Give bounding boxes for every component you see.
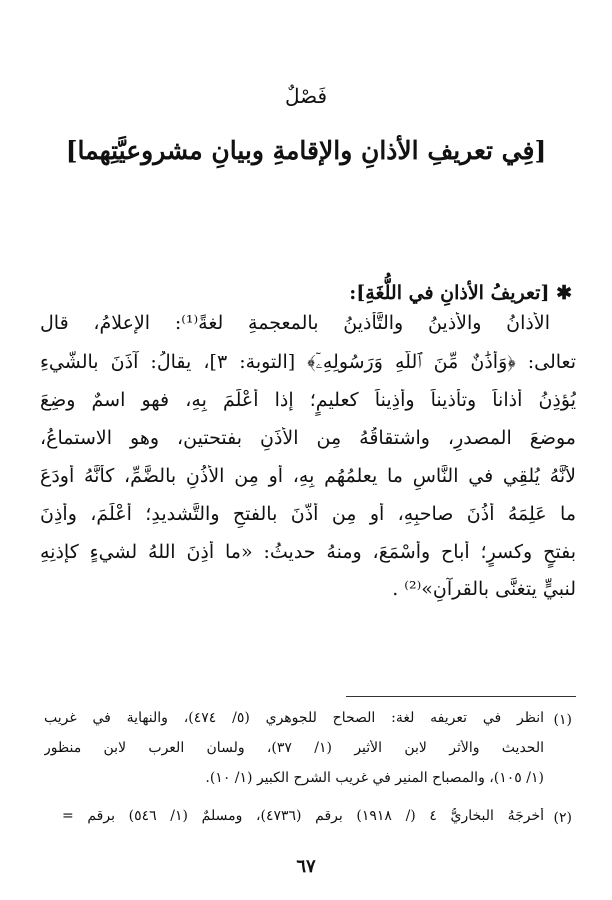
page-number: ٦٧ (296, 856, 316, 877)
footnote-divider (346, 696, 576, 697)
footnote-line: أخرجَهُ البخاريُّ ٤ (/ ١٩١٨) برقم (٤٧٣٦)، ومسلمٌ (١/ ٥٤٦) برقم = (62, 808, 544, 824)
subheading (349, 282, 572, 304)
footnote-number: (١) (553, 712, 572, 728)
bullet-icon: ✱ (549, 282, 572, 304)
body-line: يُؤذِنُ أذاناً وتأذيناً وأذِيناً كعليمٍ؛ إذا أَعْلَمَ بِهِ، فهو اسمٌ وضِعَ (40, 389, 576, 411)
footnote-number: (٢) (553, 810, 572, 826)
body-line: لأنَّهُ يُلقِي في النَّاسِ ما يعلمُهُم بِهِ، أو مِن الأُذُنِ بالضَّمِّ، كأنَّهُ أودَعَ (40, 465, 576, 487)
footnote-line: الحديث والأثر لابن الأثير (١/ ٣٧)، ولسان العرب لابن منظور (44, 740, 544, 756)
footnote-line: انظر في تعريفه لغة: الصحاح للجوهري (٥/ ٤٧٤)، والنهاية في غريب (44, 710, 544, 726)
body-line: تعالى: ﴿وَأَذَٰنٌ مِّنَ ٱللَّهِ وَرَسُولِهِۦٓ﴾ [التوبة: ٣]، يقالُ: آذَنَ بالشَّيءِ (40, 351, 576, 373)
section-title: [فِي تعريفِ الأذانِ والإقامةِ وبيانِ مشروعيَّتِهما] (65, 136, 547, 165)
body-line: بفتحٍ وكسرٍ؛ أباح وأَسْمَعَ، ومنهُ حديثُ: «ما أَذِنَ اللهُ لشيءٍ كإذنِهِ (40, 541, 576, 563)
body-line: موضعَ المصدرِ، واشتقاقُهُ مِن الأَذَنِ بفتحتين، وهو الاستماعُ، (40, 427, 576, 449)
footnote-line: (١/ ١٠٥)، والمصباح المنير في غريب الشرح الكبير (١/ ١٠). (205, 770, 544, 786)
body-line: لنبيٍّ يتغنَّى بالقرآنِ»⁽²⁾ . (392, 578, 576, 600)
section-label: فَصْلٌ (284, 84, 328, 108)
body-line: ما عَلِمَهُ أُذُنَ صاحبِهِ، أو مِن أَذَّنَ بالفتحِ والتَّشديدِ؛ أَعْلَمَ، وأَذِنَ (40, 503, 576, 525)
body-line: الأذانُ والأذينُ والتَّأذينُ بالمعجمةِ لغةً⁽¹⁾: الإعلامُ، قال (40, 312, 550, 334)
subheading-text: [تعريفُ الأذانِ في اللُّغَةِ]: (349, 282, 550, 304)
